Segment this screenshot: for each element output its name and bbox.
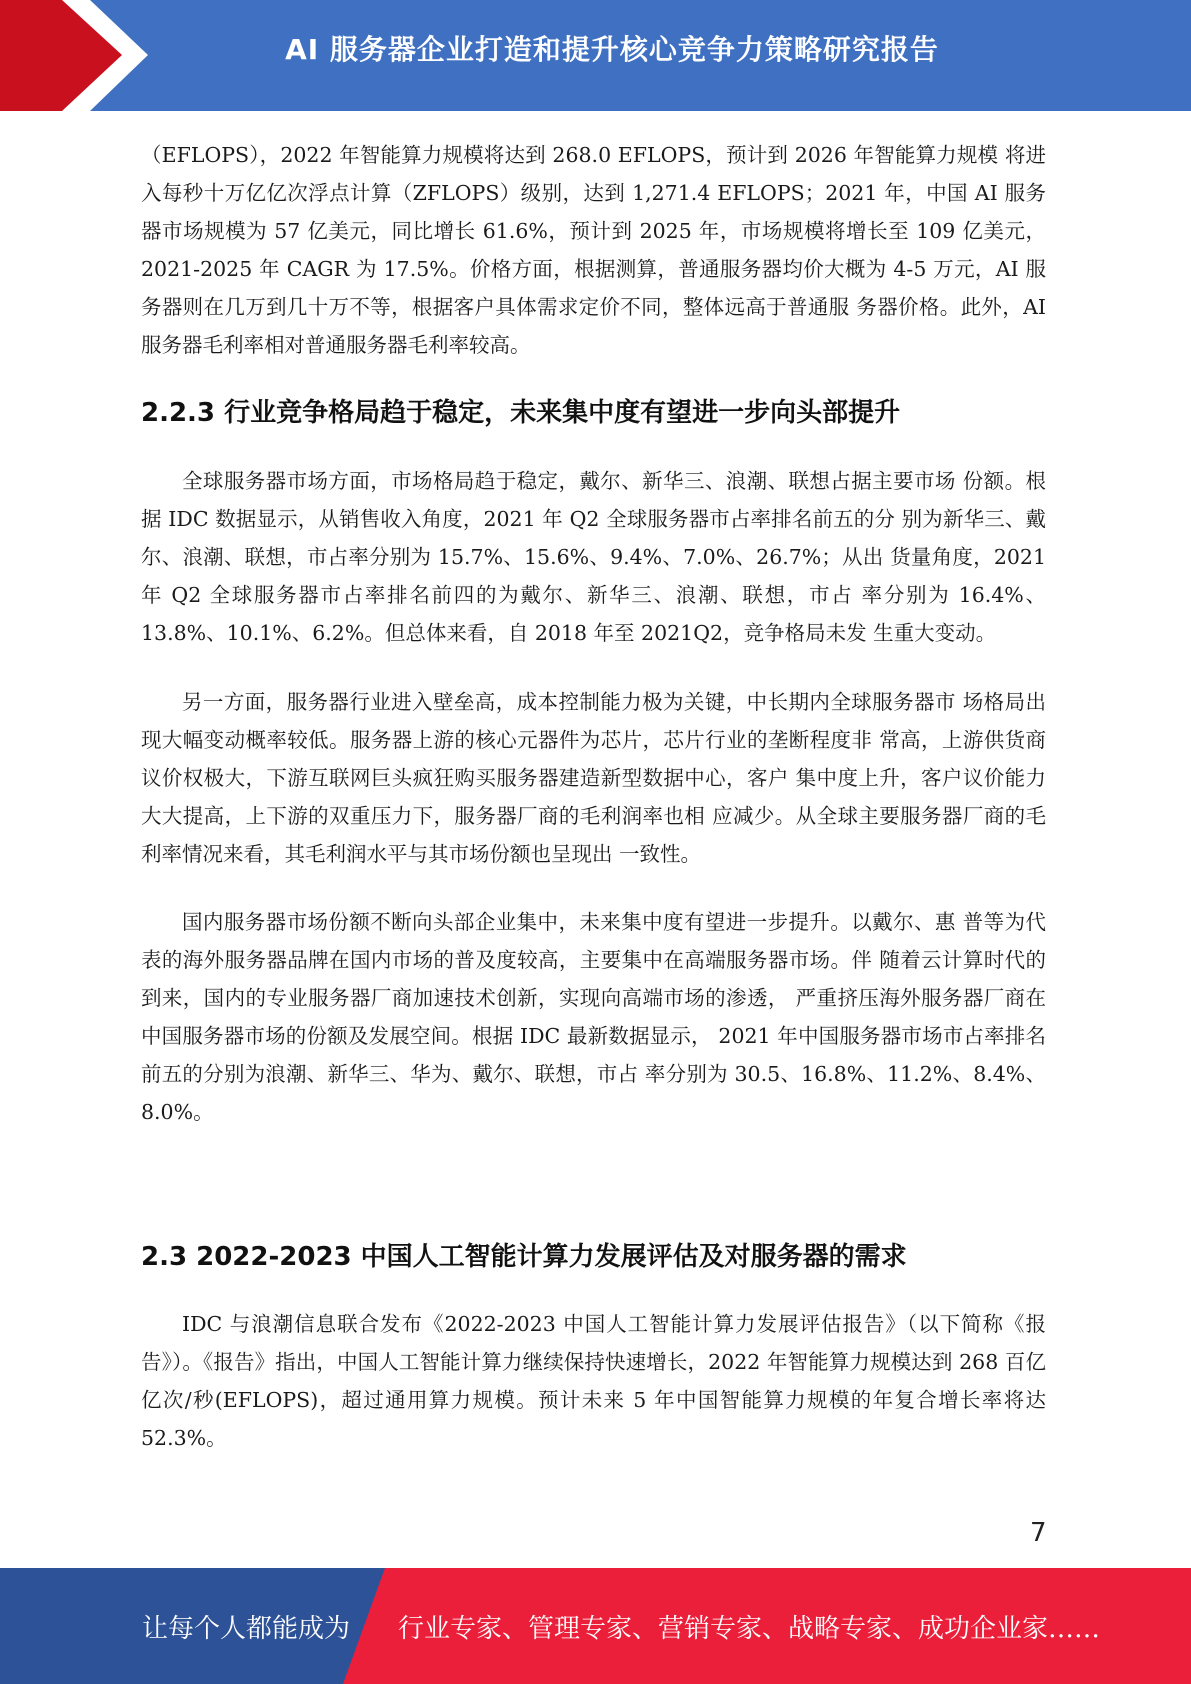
paragraph-idc-report: IDC 与浪潮信息联合发布《2022-2023 中国人工智能计算力发展评估报告》（以下简称《报告》）。《报告》指出，中国人工智能计算力继续保持快速增长，2022 年智能算力规模达到 268 百亿亿次/秒(EFLOPS)，超过通用算力规模。预计未来 5 年中国智能算力规模的年复合增长率将达 52.3%。: [141, 1312, 1053, 1450]
report-title: AI 服务器企业打造和提升核心竞争力策略研究报告: [285, 33, 939, 66]
paragraph-barriers: 另一方面，服务器行业进入壁垒高，成本控制能力极为关键，中长期内全球服务器市 场格局出现大幅变动概率较低。服务器上游的核心元器件为芯片，芯片行业的垄断程度非 常高，上游供货商议价权极大，下游互联网巨头疯狂购买服务器建造新型数据中心，客户 集中度上升，客户议价能力大大提高，上下游的双重压力下，服务器厂商的毛利润率也相 应减少。从全球主要服务器厂商的毛利率情况来看，其毛利润水平与其市场份额也呈现出 一致性。: [141, 690, 1046, 866]
page-number: 7: [1030, 1518, 1047, 1548]
paragraph-global-market: 全球服务器市场方面，市场格局趋于稳定，戴尔、新华三、浪潮、联想占据主要市场 份额。根据 IDC 数据显示，从销售收入角度，2021 年 Q2 全球服务器市占率排名前五的分 别为新华三、戴尔、浪潮、联想，市占率分别为 15.7%、15.6%、9.4%、7.0%、26.7%；从出 货量角度，2021 年 Q2 全球服务器市占率排名前四的为戴尔、新华三、浪潮、联想，市占 率分别为 16.4%、13.8%、10.1%、6.2%。但总体来看，自 2018 年至 2021Q2，竞争格局未发 生重大变动。: [141, 469, 1053, 645]
section-heading-2-3: 2.3 2022-2023 中国人工智能计算力发展评估及对服务器的需求: [141, 1242, 907, 1272]
footer-slogan-right: 行业专家、管理专家、营销专家、战略专家、成功企业家……: [398, 1614, 1101, 1644]
footer-slogan-left: 让每个人都能成为: [142, 1614, 351, 1644]
page-header: [0, 0, 1191, 111]
paragraph-market-size: （EFLOPS），2022 年智能算力规模将达到 268.0 EFLOPS，预计到 2026 年智能算力规模 将进入每秒十万亿亿次浮点计算（ZFLOPS）级别，达到 1,271.4 EFLOPS；2021 年，中国 AI 服务器市场规模为 57 亿美元，同比增长 61.6%，预计到 2025 年，市场规模将增长至 109 亿美元，2021-2025 年 CAGR 为 17.5%。价格方面，根据测算，普通服务器均价大概为 4-5 万元，AI 服务器则在几万到几十万不等，根据客户具体需求定价不同，整体远高于普通服 务器价格。此外，AI 服务器毛利率相对普通服务器毛利率较高。: [141, 143, 1053, 357]
page-footer: [0, 1568, 1191, 1684]
section-heading-2-2-3: 2.2.3 行业竞争格局趋于稳定，未来集中度有望进一步向头部提升: [141, 398, 901, 428]
paragraph-domestic-market: 国内服务器市场份额不断向头部企业集中，未来集中度有望进一步提升。以戴尔、惠 普等为代表的海外服务器品牌在国内市场的普及度较高，主要集中在高端服务器市场。伴 随着云计算时代的到来，国内的专业服务器厂商加速技术创新，实现向高端市场的渗透， 严重挤压海外服务器厂商在中国服务器市场的份额及发展空间。根据 IDC 最新数据显示， 2021 年中国服务器市场市占率排名前五的分别为浪潮、新华三、华为、戴尔、联想，市占 率分别为 30.5、16.8%、11.2%、8.4%、8.0%。: [141, 910, 1046, 1124]
header-chevron-decoration: [0, 0, 160, 111]
